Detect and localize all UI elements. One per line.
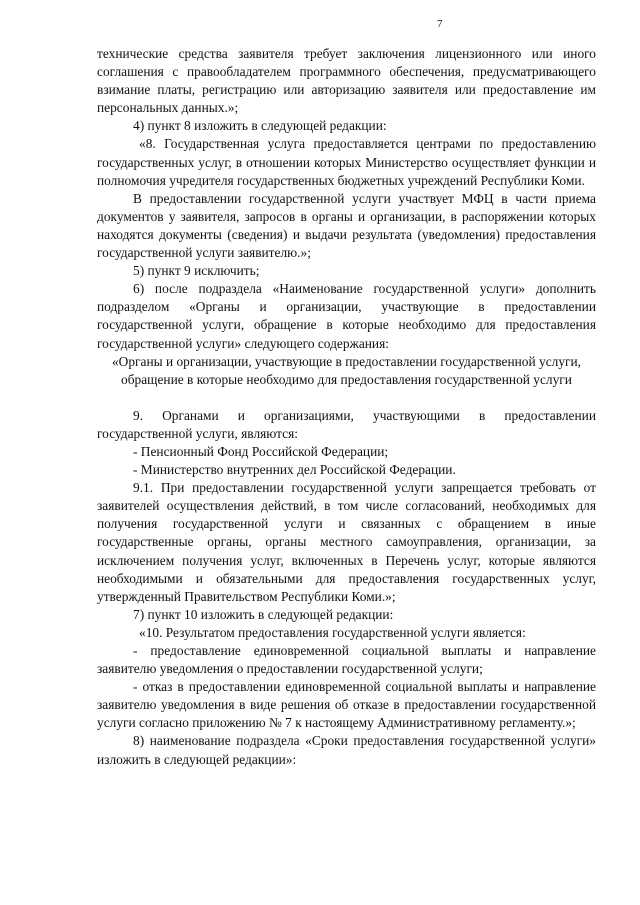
- paragraph: 4) пункт 8 изложить в следующей редакции:: [133, 118, 387, 134]
- paragraph: «10. Результатом предоставления государственной услуги является:: [139, 624, 526, 640]
- paragraph: 7) пункт 10 изложить в следующей редакции:: [133, 606, 394, 622]
- list-item: - отказ в предоставлении единовременной социальной выплаты и направление заявителю уведомления в виде решения об отказе в предоставлении государственной услуги согласно приложению № 7 к настоящему Административному регламенту.»;: [97, 679, 596, 731]
- paragraph: 6) после подраздела «Наименование государственной услуги» дополнить подразделом «Органы и организации, участвующие в предоставлении государственной услуги, обращение в которые необходимо для предоставления государственной услуги» следующего содержания:: [97, 281, 596, 351]
- paragraph: «8. Государственная услуга предоставляется центрами по предоставлению государственных услуг, в отношении которых Министерство осуществляет функции и полномочия учредителя государственных бюджетных учреждений Республики Коми.: [97, 136, 596, 188]
- section-heading: «Органы и организации, участвующие в предоставлении государственной услуги, обращение в которые необходимо для предоставления государственной услуги: [111, 353, 582, 387]
- page-number: 7: [437, 18, 443, 30]
- list-item: - Министерство внутренних дел Российской Федерации.: [133, 462, 456, 478]
- paragraph: 9.1. При предоставлении государственной услуги запрещается требовать от заявителей осуществления действий, в том числе согласований, необходимых для получения государственной услуги и связанных с обращением в иные государственные органы, органы местного самоуправления, организации, за исключением получения услуг, включенных в Перечень услуг, которые являются необходимыми и обязательными для предоставления государственных услуг, утвержденный Правительством Республики Коми.»;: [97, 480, 596, 604]
- paragraph: технические средства заявителя требует заключения лицензионного или иного соглашения с правообладателем программного обеспечения, предусматривающего взимание платы, регистрацию или авторизацию заявителя или предоставление им персональных данных.»;: [97, 46, 596, 116]
- spacer: [97, 389, 596, 407]
- list-item: - предоставление единовременной социальной выплаты и направление заявителю уведомления о предоставлении государственной услуги;: [97, 643, 596, 677]
- paragraph: 5) пункт 9 исключить;: [133, 263, 260, 279]
- paragraph: В предоставлении государственной услуги участвует МФЦ в части приема документов у заявителя, запросов в органы и организации, в распоряжении которых находятся документы (сведения) и выдачи результата (уведомления) предоставления государственной услуги заявителю.»;: [97, 190, 596, 261]
- paragraph: 9. Органами и организациями, участвующими в предоставлении государственной услуги, являются:: [97, 407, 596, 441]
- document-body: [97, 45, 596, 769]
- paragraph: 8) наименование подраздела «Сроки предоставления государственной услуги» изложить в следующей редакции»:: [97, 733, 596, 767]
- list-item: - Пенсионный Фонд Российской Федерации;: [133, 443, 389, 459]
